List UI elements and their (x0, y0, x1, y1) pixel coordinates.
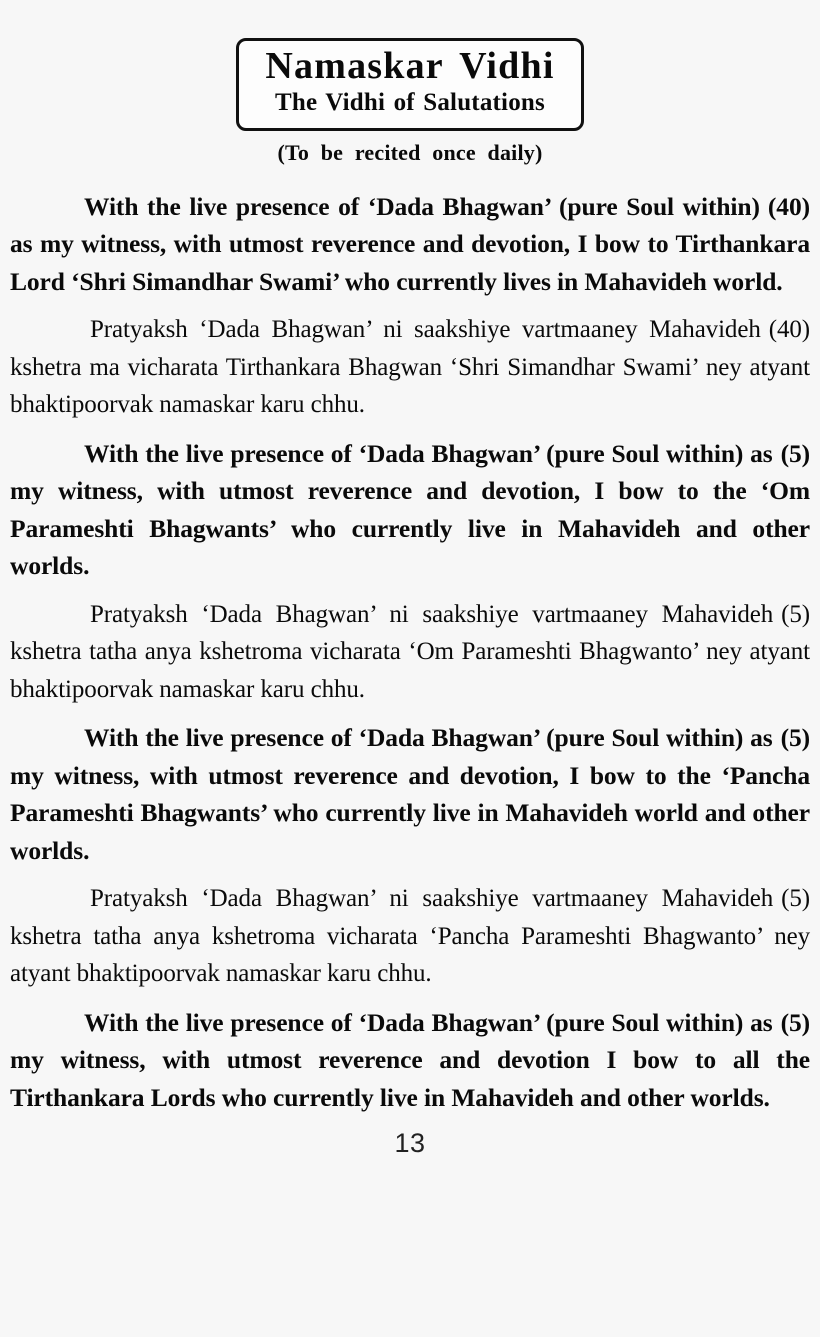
title-block (10, 0, 810, 131)
recitation-note: (To be recited once daily) (277, 139, 543, 165)
page-subtitle: The Vidhi of Salutations (275, 88, 545, 116)
verses-container (10, 188, 810, 1117)
verse-transliteration-3 (10, 880, 810, 993)
verse-count-6: (5) (781, 885, 810, 913)
verse-transliteration-1 (10, 311, 810, 424)
verse-english-1 (10, 188, 810, 301)
verse-text-5: With the live presence of ‘Dada Bhagwan’ (pure Soul within) as my witness, with utmost reverence and devotion, I bow to the ‘Pancha Parameshti Bhagwants’ who currently live in Mahavideh world and other worlds. (10, 723, 810, 865)
verse-english-2 (10, 435, 810, 585)
page-title: Namaskar Vidhi (265, 45, 555, 87)
title-box (236, 38, 584, 131)
page-number: 13 (394, 1128, 426, 1159)
verse-text-6: Pratyaksh ‘Dada Bhagwan’ ni saakshiye vartmaaney Mahavideh kshetra tatha anya kshetroma vicharata ‘Pancha Parameshti Bhagwanto’ ney atyant bhaktipoorvak namaskar karu chhu. (10, 885, 810, 988)
verse-english-3 (10, 719, 810, 869)
verse-transliteration-2 (10, 596, 810, 709)
verse-count-5: (5) (780, 723, 810, 753)
verse-text-3: With the live presence of ‘Dada Bhagwan’ (pure Soul within) as my witness, with utmost reverence and devotion, I bow to the ‘Om Parameshti Bhagwants’ who currently live in Mahavideh and other worlds. (10, 438, 810, 581)
verse-english-4 (10, 1004, 810, 1117)
verse-text-2: Pratyaksh ‘Dada Bhagwan’ ni saakshiye vartmaaney Mahavideh kshetra ma vicharata Tirthankara Bhagwan ‘Shri Simandhar Swami’ ney atyant bhaktipoorvak namaskar karu chhu. (10, 316, 810, 419)
verse-text-1: With the live presence of ‘Dada Bhagwan’ (pure Soul within) as my witness, with utmost reverence and devotion, I bow to Tirthankara Lord ‘Shri Simandhar Swami’ who currently lives in Mahavideh world. (10, 191, 810, 296)
verse-text-4: Pratyaksh ‘Dada Bhagwan’ ni saakshiye vartmaaney Mahavideh kshetra tatha anya kshetroma vicharata ‘Om Parameshti Bhagwanto’ ney atyant bhaktipoorvak namaskar karu chhu. (10, 600, 810, 703)
verse-count-7: (5) (780, 1007, 810, 1037)
verse-count-1: (40) (767, 191, 810, 221)
verse-count-3: (5) (780, 438, 810, 468)
verse-text-7: With the live presence of ‘Dada Bhagwan’ (pure Soul within) as my witness, with utmost reverence and devotion I bow to all the Tirthankara Lords who currently live in Mahavideh and other worlds. (10, 1007, 810, 1112)
verse-count-4: (5) (781, 600, 810, 628)
verse-count-2: (40) (768, 316, 810, 344)
